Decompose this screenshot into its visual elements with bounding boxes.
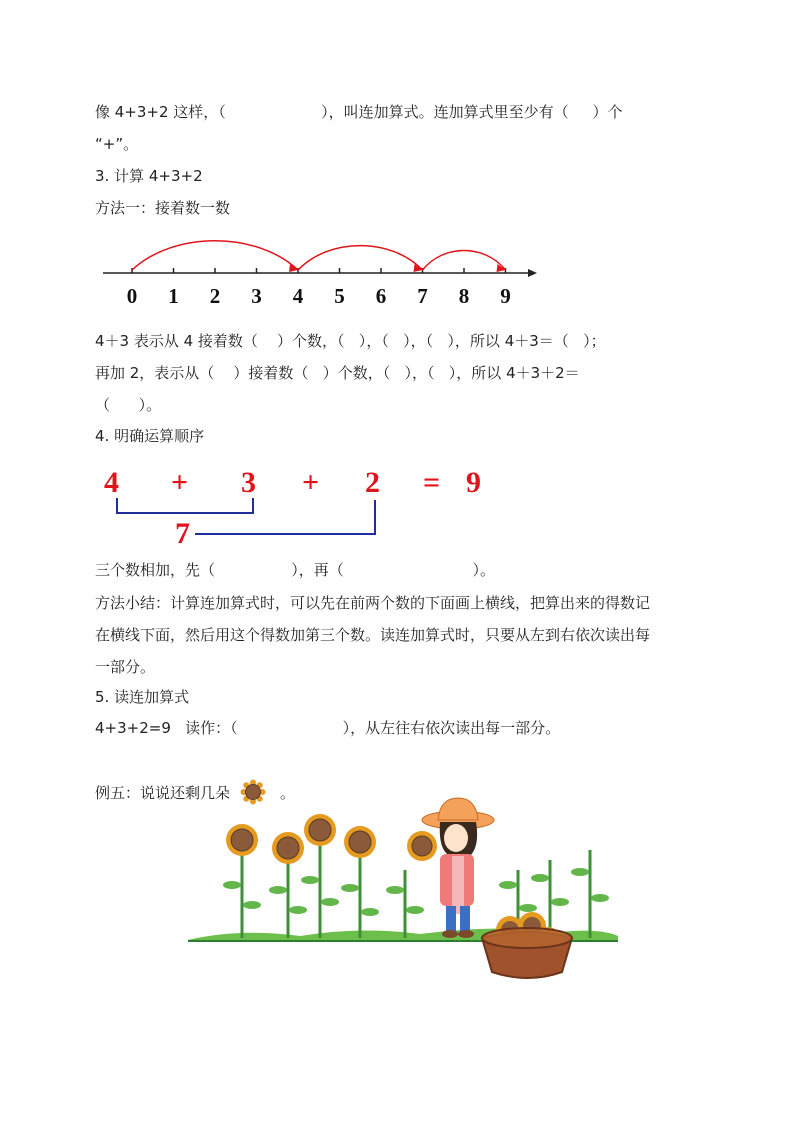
jump-arc [423,251,506,271]
order-token-5: = [423,466,441,499]
sunflower-small-icon [230,759,256,785]
flower-basket [482,912,572,978]
definition-line-2: “+”。 [95,135,139,153]
number-line-label: 0 [126,284,138,308]
number-line-label: 4 [292,284,304,308]
order-diagram [104,466,481,550]
method-one-title: 方法一：接着数一数 [95,199,231,217]
order-token-4: 2 [365,466,380,499]
number-line-label: 6 [375,284,387,308]
order-token-1: + [171,466,189,499]
counting-line-3: （ ）。 [95,396,162,414]
number-line [103,241,537,308]
section-3-title: 3. 计算 4+3+2 [95,167,203,185]
example-five-text: 例五：说说还剩几朵 [95,784,231,802]
order-token-3: + [302,466,320,499]
first-sum-bracket [117,498,253,513]
second-sum-bracket [195,500,375,534]
number-line-label: 9 [500,284,511,308]
sunflower-garden-illustration [180,790,625,985]
number-line-label: 8 [458,284,470,308]
order-summary-line: 三个数相加，先（ ），再（ ）。 [95,561,496,579]
number-line-label: 5 [334,284,345,308]
number-line-label: 1 [168,284,179,308]
method-summary-line-3: 一部分。 [95,658,156,676]
definition-line-1: 像 4+3+2 这样，（ ），叫连加算式。连加算式里至少有（ ）个 [95,103,623,121]
section-4-title: 4. 明确运算顺序 [95,427,205,445]
counting-line-2: 再加 2，表示从（ ）接着数（ ）个数，（ ），（ ），所以 4＋3＋2＝ [95,364,580,382]
order-token-0: 4 [104,466,119,499]
method-summary-line-1: 方法小结：计算连加算式时，可以先在前两个数的下面画上横线，把算出来的得数记 [95,594,651,612]
example-five-end: 。 [280,784,296,802]
jump-arc [132,241,298,270]
order-token-2: 3 [241,466,256,499]
method-summary-line-2: 在横线下面，然后用这个得数加第三个数。读连加算式时，只要从左到右依次读出每 [95,626,651,644]
jump-arc [298,246,423,270]
number-line-label: 3 [251,284,262,308]
partial-sum: 7 [175,517,190,550]
counting-line-1: 4＋3 表示从 4 接着数（ ）个数，（ ），（ ），（ ），所以 4＋3＝（ ）； [95,332,606,350]
order-token-6: 9 [466,466,481,499]
reading-line: 4+3+2=9 读作：（ ），从左往右依次读出每一部分。 [95,719,561,737]
girl-figure [407,798,494,938]
sunflower-heads [226,814,376,864]
number-line-label: 7 [417,284,428,308]
number-line-arrowhead [528,269,537,277]
section-5-title: 5. 读连加算式 [95,688,190,706]
number-line-label: 2 [209,284,221,308]
